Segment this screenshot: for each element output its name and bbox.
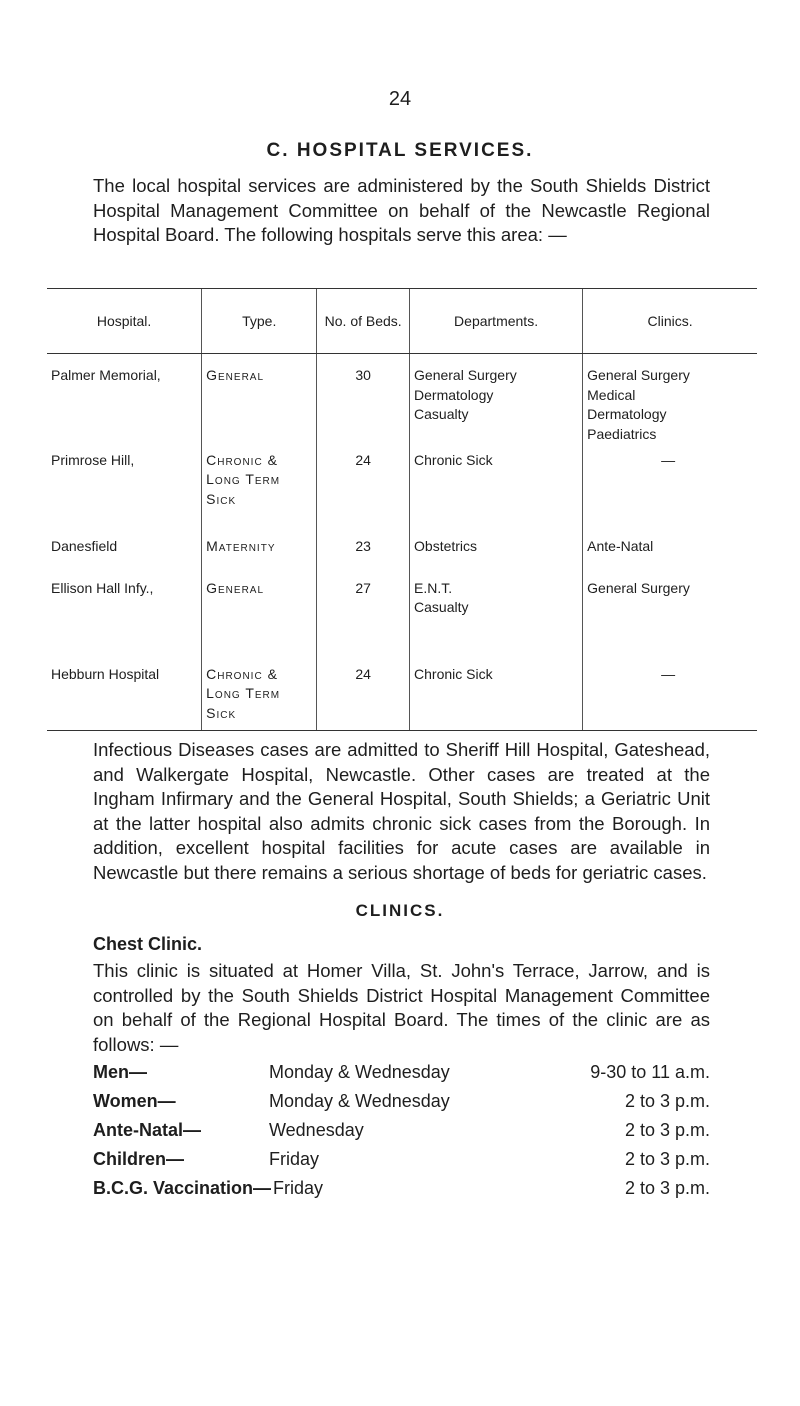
cell-line: Chronic &: [206, 665, 278, 682]
cell-departments: [410, 537, 583, 579]
header-clinics: Clinics.: [583, 289, 757, 354]
cell-type: [202, 537, 317, 579]
cell-line: General: [206, 367, 265, 383]
cell-line: Chronic Sick: [414, 451, 493, 468]
cell-line: —: [661, 665, 676, 682]
table-header-row: [47, 289, 757, 354]
cell-line: Obstetrics: [414, 537, 478, 554]
cell-hospital: Palmer Memorial,: [51, 367, 161, 383]
clinics-heading: CLINICS.: [355, 901, 445, 920]
table-row: [47, 579, 757, 665]
schedule-time: 2 to 3 p.m.: [624, 1178, 710, 1198]
schedule-group: Men—: [93, 1062, 147, 1082]
table-row: [47, 451, 757, 537]
schedule-days: Monday & Wednesday: [269, 1062, 450, 1082]
cell-clinics: [583, 354, 757, 451]
cell-line: Medical: [587, 386, 636, 403]
schedule-row: [93, 1120, 710, 1144]
cell-line: Casualty: [414, 406, 469, 422]
header-beds: No. of Beds.: [317, 289, 410, 354]
cell-clinics: [583, 537, 757, 579]
schedule-days: Friday: [273, 1178, 324, 1198]
cell-line: Long Term: [206, 471, 281, 487]
table-row: [47, 354, 757, 451]
cell-clinics: [583, 451, 757, 537]
cell-line: General Surgery: [587, 579, 690, 596]
cell-departments: [410, 451, 583, 537]
schedule-days: Friday: [269, 1149, 320, 1169]
cell-hospital: Danesfield: [51, 537, 118, 554]
cell-beds: 27: [317, 579, 410, 665]
cell-line: General Surgery: [587, 367, 690, 383]
schedule-time: 9-30 to 11 a.m.: [590, 1062, 710, 1082]
cell-line: Chronic Sick: [414, 665, 493, 682]
page-number: 24: [388, 88, 412, 110]
header-departments: Departments.: [410, 289, 583, 354]
cell-beds: 23: [317, 537, 410, 579]
cell-hospital: Primrose Hill,: [51, 451, 135, 468]
schedule-time: 2 to 3 p.m.: [624, 1091, 710, 1111]
schedule-time: 2 to 3 p.m.: [624, 1149, 710, 1169]
cell-type: [202, 354, 317, 451]
cell-hospital: Ellison Hall Infy.,: [51, 579, 154, 596]
table-row: [47, 665, 757, 731]
cell-departments: [410, 354, 583, 451]
intro-paragraph: The local hospital services are administered by the South Shields District Hospital Management Committee on behalf of the Newcastle Regional Hospital Board. The following hospitals serve this area: —: [93, 175, 710, 246]
hospital-table: [47, 288, 757, 731]
cell-line: General: [206, 579, 265, 596]
cell-line: Long Term: [206, 685, 281, 701]
schedule-row: [93, 1091, 710, 1115]
cell-type: [202, 451, 317, 537]
schedule-row: [93, 1149, 710, 1173]
schedule-days: Wednesday: [269, 1120, 364, 1140]
schedule-group: Children—: [93, 1149, 185, 1169]
cell-beds: 24: [317, 665, 410, 731]
chest-clinic-paragraph: This clinic is situated at Homer Villa, St. John's Terrace, Jarrow, and is controlled by the South Shields District Hospital Management Committee on behalf of the Regional Hospital Board. The times of the clinic are as follows: —: [93, 960, 710, 1055]
cell-line: E.N.T.: [414, 579, 453, 596]
cell-line: Sick: [206, 704, 237, 721]
schedule-group: Women—: [93, 1091, 176, 1111]
schedule-group: B.C.G. Vaccination—: [93, 1178, 272, 1198]
cell-line: Paediatrics: [587, 425, 657, 442]
section-heading: C. HOSPITAL SERVICES.: [266, 140, 534, 161]
schedule-time: 2 to 3 p.m.: [624, 1120, 710, 1140]
cell-departments: [410, 579, 583, 665]
cell-clinics: [583, 579, 757, 665]
cell-clinics: [583, 665, 757, 731]
cell-line: General Surgery: [414, 367, 517, 383]
table-row: [47, 537, 757, 579]
cell-type: [202, 665, 317, 731]
cell-beds: 30: [317, 354, 410, 451]
header-hospital: Hospital.: [47, 289, 202, 354]
cell-line: Ante-Natal: [587, 537, 654, 554]
infectious-diseases-paragraph: Infectious Diseases cases are admitted to Sheriff Hill Hospital, Gateshead, and Walkergate Hospital, Newcastle. Other cases are treated at the Ingham Infirmary and the General Hospital, South Shields; a Geriatric Unit at the latter hospital also admits chronic sick cases from the Borough. In addition, excellent hospital facilities for acute cases are available in Newcastle but there remains a serious shortage of beds for geriatric cases.: [93, 739, 710, 883]
chest-clinic-heading: Chest Clinic.: [93, 934, 203, 954]
header-type: Type.: [202, 289, 317, 354]
cell-line: Chronic &: [206, 451, 278, 468]
cell-line: Maternity: [206, 537, 276, 554]
schedule-group: Ante-Natal—: [93, 1120, 202, 1140]
cell-hospital: Hebburn Hospital: [47, 665, 202, 731]
schedule-days: Monday & Wednesday: [269, 1091, 450, 1111]
cell-line: Casualty: [414, 599, 469, 615]
cell-line: Sick: [206, 490, 237, 507]
cell-line: Dermatology: [414, 386, 494, 403]
schedule-row: [93, 1062, 710, 1086]
schedule-row: [93, 1178, 710, 1202]
cell-line: Dermatology: [587, 406, 667, 422]
cell-beds: 24: [317, 451, 410, 537]
cell-type: [202, 579, 317, 665]
cell-departments: [410, 665, 583, 731]
cell-line: —: [661, 451, 676, 468]
